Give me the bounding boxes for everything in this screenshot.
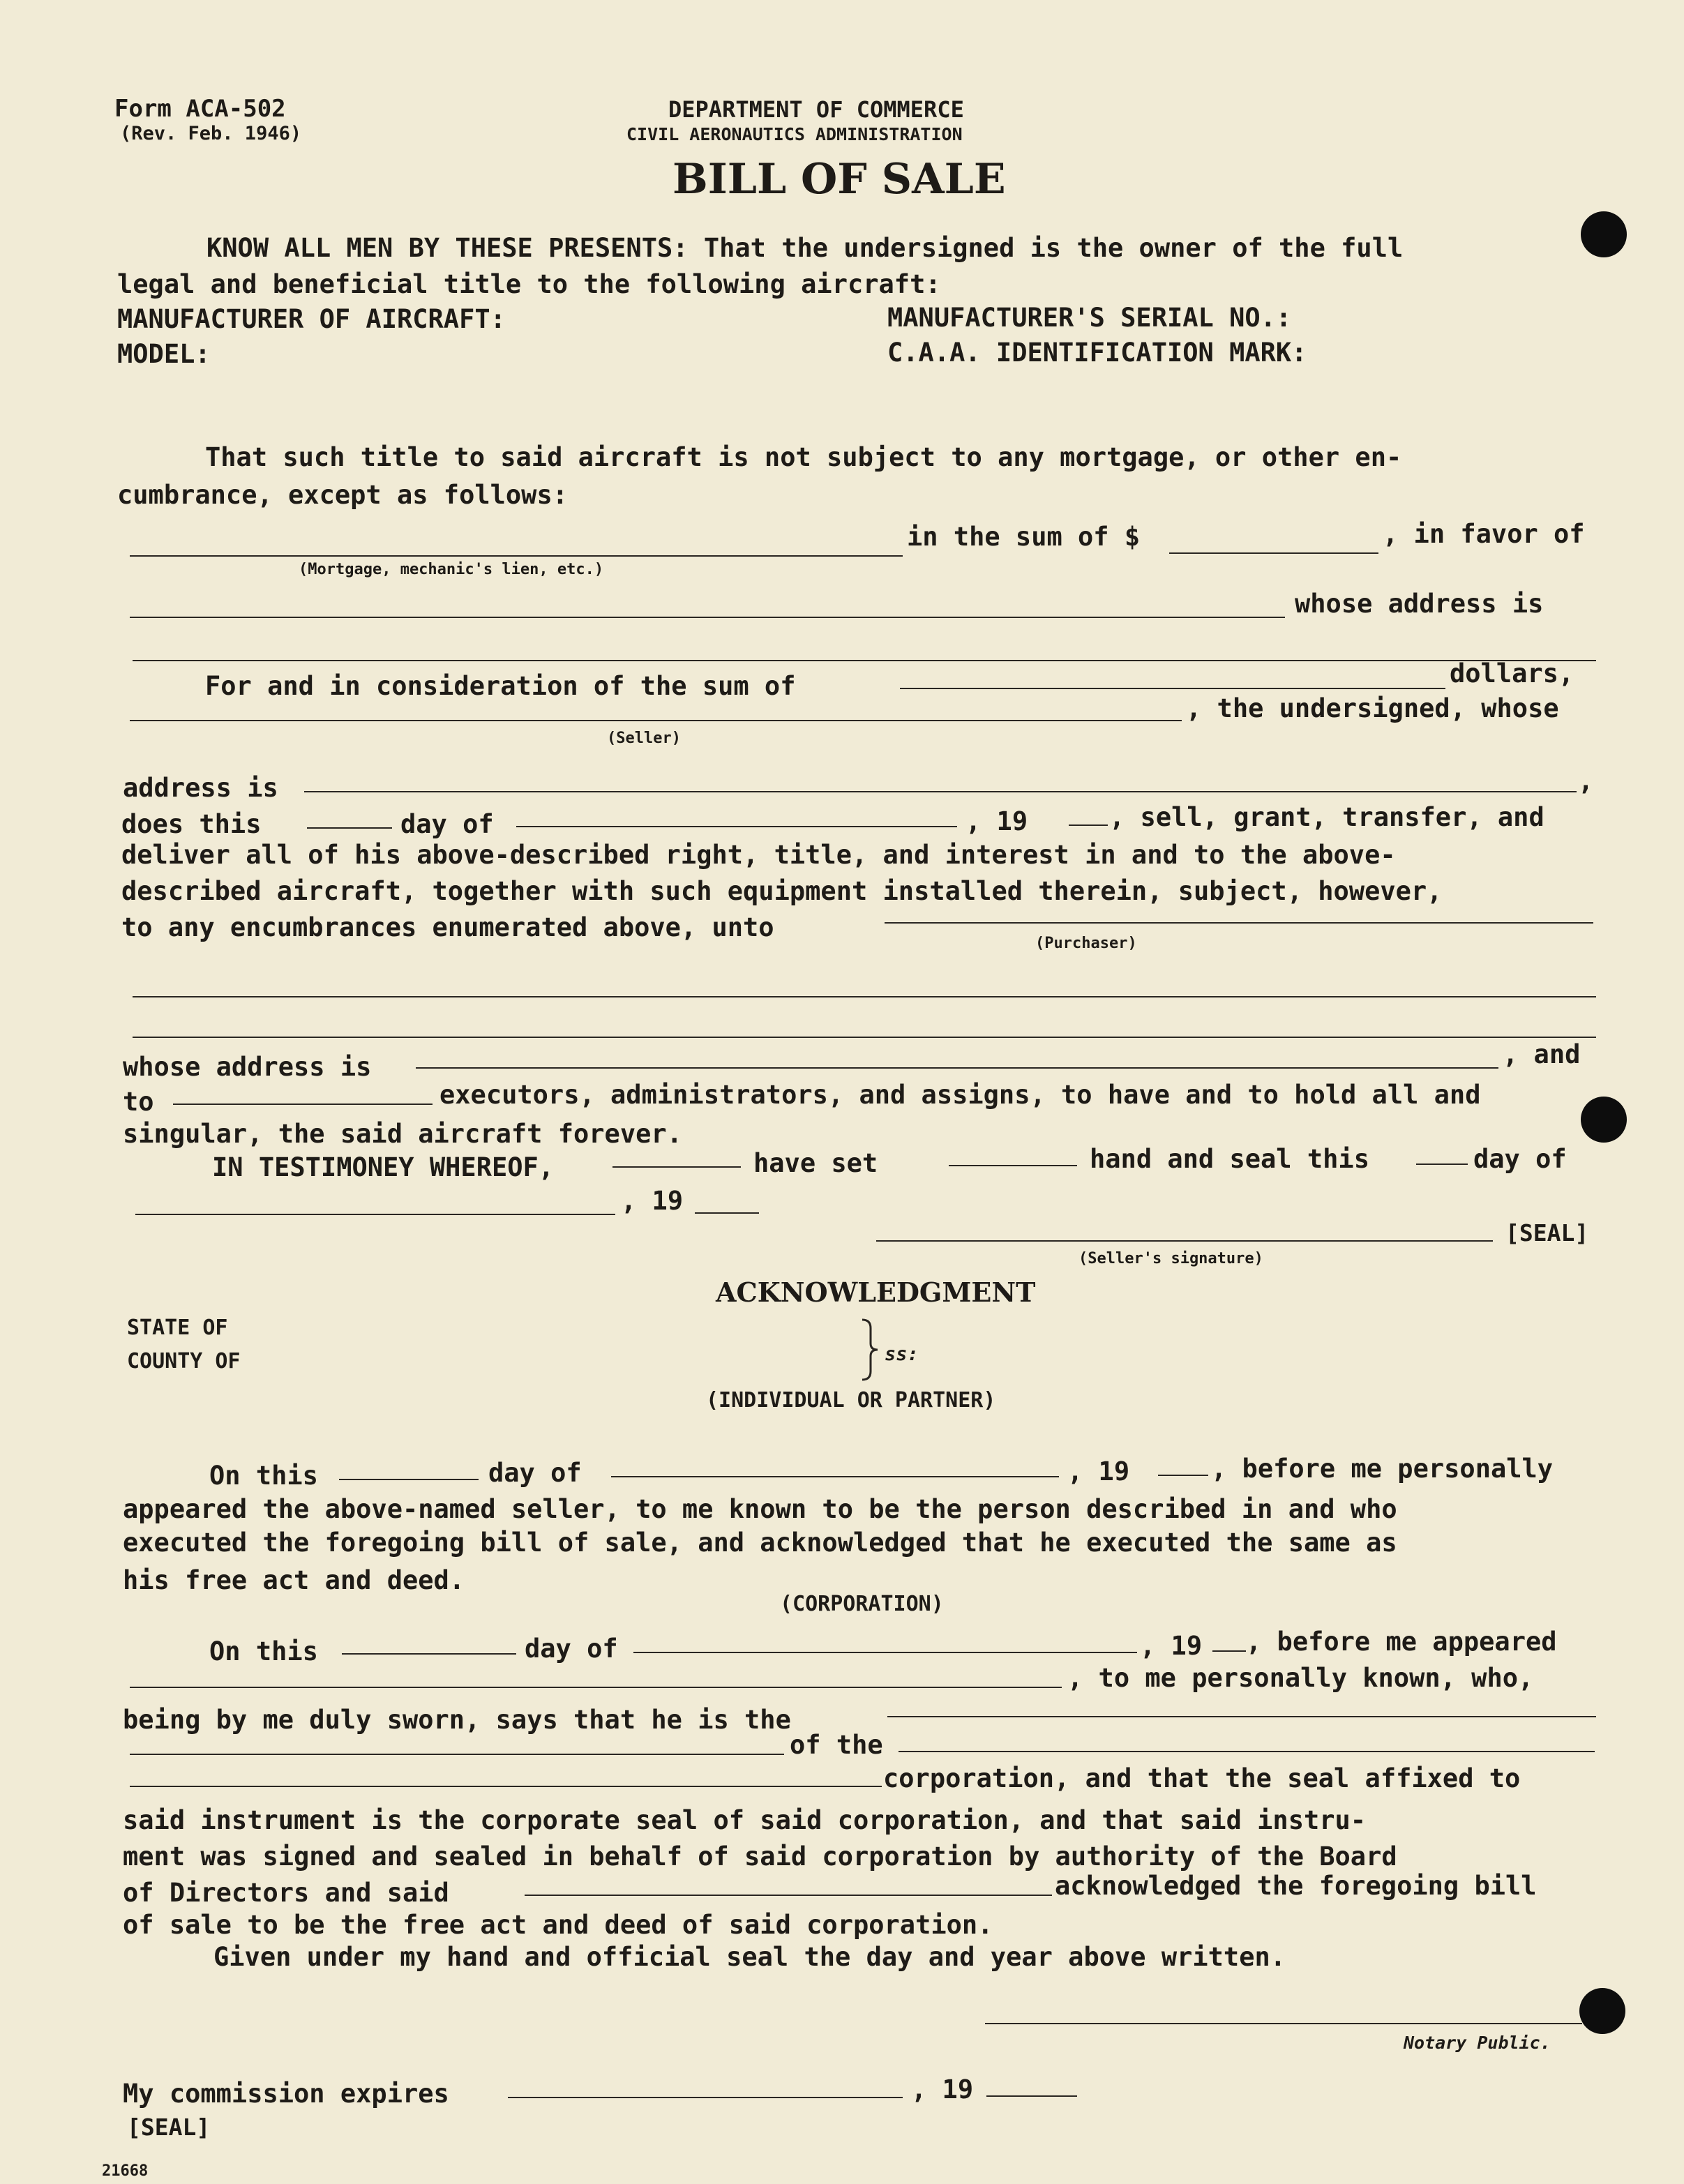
- ack-month-field[interactable]: [611, 1476, 1059, 1477]
- sale-month-field[interactable]: [516, 826, 957, 827]
- corporation-heading: (CORPORATION): [780, 1592, 944, 1616]
- notary-signature-field[interactable]: [985, 2023, 1582, 2024]
- administration-name: CIVIL AERONAUTICS ADMINISTRATION: [626, 124, 963, 144]
- sell-grant-label: , sell, grant, transfer, and: [1109, 802, 1544, 832]
- county-of-label: COUNTY OF: [127, 1349, 241, 1373]
- address-is-label: address is: [123, 773, 278, 803]
- seller-caption: (Seller): [607, 730, 681, 747]
- corp-officer-title-field-2[interactable]: [130, 1754, 784, 1755]
- document-title: BILL OF SALE: [672, 155, 1006, 204]
- purchaser-name-field-2[interactable]: [133, 996, 1596, 997]
- commission-year-prefix: , 19: [911, 2074, 974, 2104]
- encumbrance-caption: (Mortgage, mechanic's lien, etc.): [299, 561, 604, 578]
- corp-month-field[interactable]: [633, 1652, 1137, 1653]
- said-instrument-line: said instrument is the corporate seal of said corporation, and that said instru-: [123, 1805, 1367, 1835]
- form-revision: (Rev. Feb. 1946): [120, 123, 302, 144]
- ack-day-field[interactable]: [339, 1479, 479, 1480]
- notary-caption: Notary Public.: [1404, 2033, 1551, 2053]
- lienholder-name-field[interactable]: [130, 617, 1285, 618]
- ment-signed-line: ment was signed and sealed in behalf of said corporation by authority of the Board: [123, 1842, 1397, 1872]
- sale-day-field[interactable]: [307, 827, 392, 829]
- personally-known-label: , to me personally known, who,: [1067, 1663, 1534, 1693]
- notary-seal-label: [SEAL]: [127, 2114, 211, 2141]
- undersigned-label: , the undersigned, whose: [1186, 693, 1559, 723]
- ack-line-4: his free act and deed.: [123, 1565, 465, 1595]
- commission-year-field[interactable]: [986, 2095, 1077, 2097]
- being-sworn-label: being by me duly sworn, says that he is the: [123, 1705, 791, 1735]
- serial-number-label: MANUFACTURER'S SERIAL NO.:: [887, 303, 1292, 333]
- individual-heading: (INDIVIDUAL OR PARTNER): [706, 1388, 996, 1413]
- ss-label: ss:: [885, 1343, 919, 1365]
- department-name: DEPARTMENT OF COMMERCE: [668, 96, 964, 123]
- ack-on-this-label: On this: [209, 1461, 318, 1491]
- commission-date-field[interactable]: [508, 2097, 903, 2098]
- corp-on-this-label: On this: [209, 1636, 318, 1666]
- corp-seal-line: corporation, and that the seal affixed to: [883, 1763, 1521, 1793]
- singular-line: singular, the said aircraft forever.: [123, 1119, 682, 1149]
- corp-day-field[interactable]: [342, 1653, 516, 1655]
- to-any-line: to any encumbrances enumerated above, unto: [121, 912, 774, 942]
- testimoney-year-field[interactable]: [695, 1212, 759, 1214]
- purchaser-caption: (Purchaser): [1035, 935, 1137, 952]
- ack-day-of-label: day of: [488, 1458, 582, 1488]
- seller-address-field[interactable]: [304, 791, 1577, 792]
- encumbrance-line-2: cumbrance, except as follows:: [117, 480, 569, 510]
- form-print-code: 21668: [102, 2162, 149, 2180]
- day-of-label: day of: [400, 809, 494, 839]
- corp-day-of-label: day of: [525, 1634, 618, 1664]
- corp-officer-title-field[interactable]: [887, 1716, 1596, 1717]
- of-the-label: of the: [790, 1730, 883, 1760]
- described-line: described aircraft, together with such equipment installed therein, subject, however,: [121, 876, 1443, 906]
- intro-line-2: legal and beneficial title to the following aircraft:: [117, 269, 941, 299]
- consideration-amount-field[interactable]: [900, 688, 1445, 689]
- testimoney-pronoun-field[interactable]: [949, 1165, 1077, 1166]
- encumbrance-type-field[interactable]: [130, 555, 903, 557]
- testimoney-party-field[interactable]: [612, 1166, 741, 1168]
- punch-hole-top: [1581, 211, 1627, 257]
- seller-seal-label: [SEAL]: [1505, 1219, 1589, 1247]
- ack-year-prefix: , 19: [1067, 1456, 1130, 1486]
- seller-signature-field[interactable]: [876, 1240, 1493, 1242]
- sale-year-field[interactable]: [1069, 824, 1108, 826]
- dollars-label: dollars,: [1450, 658, 1574, 688]
- seller-name-field[interactable]: [130, 720, 1182, 721]
- corp-name-field[interactable]: [899, 1751, 1595, 1752]
- does-this-label: does this: [121, 809, 262, 839]
- have-set-label: have set: [753, 1148, 878, 1178]
- sum-of-label: in the sum of $: [907, 522, 1141, 552]
- testimoney-day-field[interactable]: [1416, 1163, 1468, 1165]
- corp-officer-ack-field[interactable]: [525, 1895, 1052, 1896]
- seller-signature-caption: (Seller's signature): [1078, 1250, 1263, 1267]
- ack-year-field[interactable]: [1158, 1475, 1208, 1476]
- purchaser-name-field-3[interactable]: [133, 1037, 1596, 1038]
- corp-year-prefix: , 19: [1140, 1631, 1203, 1661]
- and-label: , and: [1503, 1039, 1581, 1069]
- encumbrance-line-1: That such title to said aircraft is not subject to any mortgage, or other en-: [205, 442, 1402, 472]
- address-comma: ,: [1578, 766, 1594, 796]
- consideration-label: For and in consideration of the sum of: [205, 671, 796, 701]
- lienholder-address-field[interactable]: [133, 660, 1596, 661]
- ack-line-3: executed the foregoing bill of sale, and acknowledged that he executed the same as: [123, 1528, 1397, 1558]
- commission-expires-label: My commission expires: [123, 2079, 449, 2109]
- acknowledgment-title: ACKNOWLEDGMENT: [716, 1276, 1036, 1308]
- given-under-line: Given under my hand and official seal the day and year above written.: [213, 1942, 1286, 1972]
- corp-name-field-2[interactable]: [130, 1786, 882, 1787]
- heirs-field[interactable]: [173, 1104, 433, 1105]
- encumbrance-amount-field[interactable]: [1169, 552, 1378, 554]
- of-directors-label: of Directors and said: [123, 1878, 449, 1908]
- year-prefix: , 19: [965, 806, 1028, 836]
- in-favor-label: , in favor of: [1383, 519, 1585, 549]
- to-label: to: [123, 1087, 154, 1117]
- purchaser-name-field[interactable]: [885, 922, 1593, 924]
- before-me-appeared-label: , before me appeared: [1246, 1627, 1557, 1657]
- punch-hole-middle: [1581, 1097, 1627, 1143]
- testimoney-year-prefix: , 19: [621, 1186, 684, 1216]
- manufacturer-label: MANUFACTURER OF AIRCRAFT:: [117, 304, 506, 334]
- punch-hole-bottom: [1579, 1988, 1625, 2034]
- whose-address-label: whose address is: [1295, 589, 1544, 619]
- corp-officer-name-field[interactable]: [130, 1687, 1062, 1688]
- ss-brace: [859, 1318, 879, 1381]
- ack-line-2: appeared the above-named seller, to me known to be the person described in and who: [123, 1494, 1397, 1524]
- corp-year-field[interactable]: [1212, 1650, 1246, 1652]
- testimoney-month-field[interactable]: [135, 1214, 615, 1215]
- form-number: Form ACA-502: [114, 95, 286, 123]
- caa-mark-label: C.A.A. IDENTIFICATION MARK:: [887, 338, 1307, 368]
- purchaser-address-field[interactable]: [416, 1067, 1498, 1069]
- testimoney-label: IN TESTIMONEY WHEREOF,: [212, 1152, 555, 1182]
- acknowledged-label: acknowledged the foregoing bill: [1055, 1871, 1537, 1901]
- testimoney-day-of-label: day of: [1473, 1144, 1567, 1174]
- executors-line: executors, administrators, and assigns, to have and to hold all and: [439, 1080, 1481, 1110]
- model-label: MODEL:: [117, 339, 211, 369]
- of-sale-line: of sale to be the free act and deed of said corporation.: [123, 1910, 993, 1940]
- before-me-label: , before me personally: [1211, 1454, 1554, 1484]
- intro-line-1: KNOW ALL MEN BY THESE PRESENTS: That the undersigned is the owner of the full: [206, 233, 1404, 263]
- hand-seal-label: hand and seal this: [1090, 1144, 1369, 1174]
- deliver-line: deliver all of his above-described right, title, and interest in and to the above-: [121, 840, 1396, 870]
- state-of-label: STATE OF: [127, 1316, 228, 1340]
- purchaser-address-label: whose address is: [123, 1052, 372, 1082]
